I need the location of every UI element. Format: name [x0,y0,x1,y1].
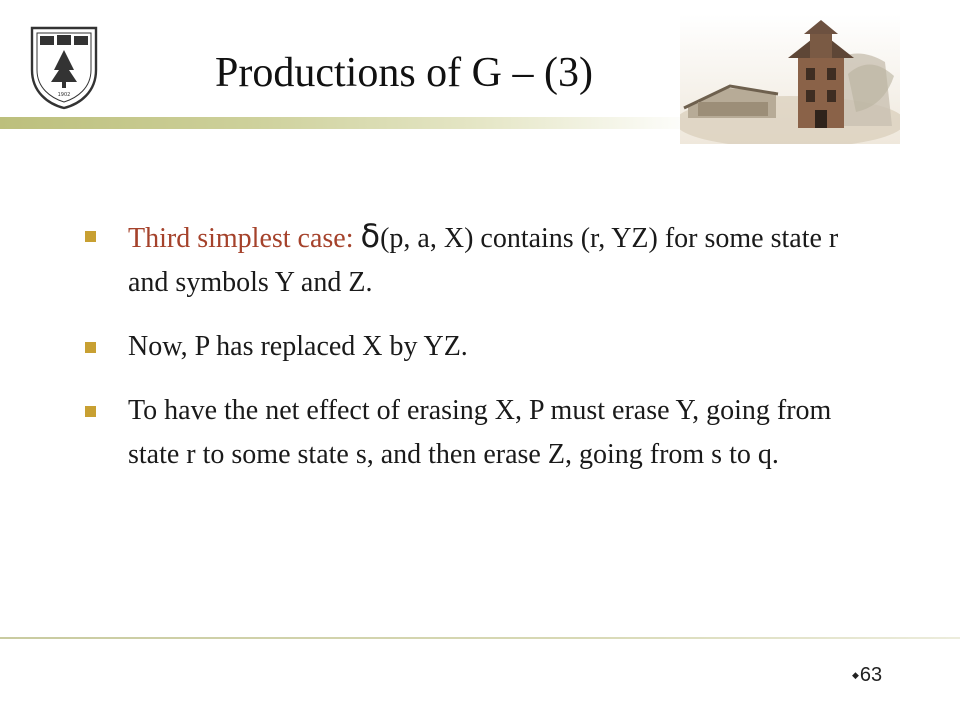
bullet-marker [85,342,96,353]
footer-divider [0,637,960,639]
page-title: Productions of G – (3) [215,50,593,96]
delta-symbol: δ [360,217,381,255]
bullet-text: Now, P has replaced X by YZ. [128,331,468,362]
header-band [0,117,700,129]
list-item [80,389,880,477]
svg-text:1902: 1902 [57,92,71,98]
bullet-text: To have the net effect of erasing X, P must erase Y, going from state r to some state s, and then erase Z, going from s to q. [128,395,832,470]
list-item [80,325,880,369]
university-seal-icon [26,24,102,110]
page-number: 63 [859,664,883,686]
bullet-list [80,214,880,497]
emphasized-text: Third simplest case [128,223,346,254]
bullet-text: (p, a, X) contains (r, YZ) for some state r and symbols Y and Z. [128,223,839,298]
campus-tower-illustration [680,14,900,144]
bullet-marker [85,231,96,242]
diamond-icon: ◆ [852,670,859,681]
bullet-marker [85,406,96,417]
list-item [80,214,880,305]
slide-number [852,664,882,687]
colon: : [345,223,361,254]
